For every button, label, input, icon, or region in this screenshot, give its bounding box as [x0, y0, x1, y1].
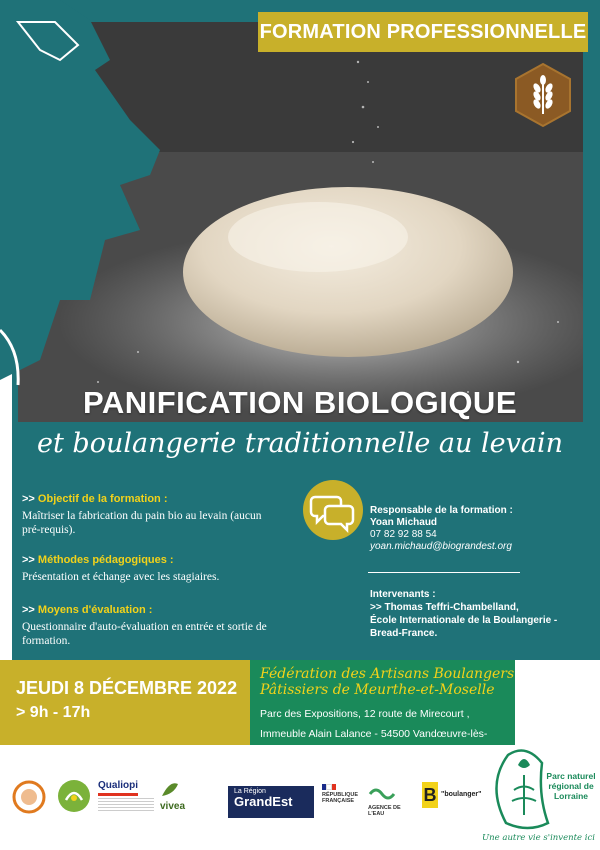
header-banner-text: FORMATION PROFESSIONNELLE: [259, 20, 587, 43]
contact-email[interactable]: yoan.michaud@biograndest.org: [370, 541, 512, 552]
contact-name: Yoan Michaud: [370, 517, 438, 528]
date-band: [0, 660, 250, 745]
venue-band: [250, 660, 515, 760]
moyens-body: Questionnaire d'auto-évaluation en entrée et sortie de formation.: [22, 621, 267, 647]
contact-divider: [368, 572, 520, 573]
event-date: JEUDI 8 DÉCEMBRE 2022: [16, 678, 238, 698]
bio-grand-est-logo-icon: [56, 778, 92, 814]
objectif-body: Maîtriser la fabrication du pain bio au levain (aucun pré-requis).: [22, 510, 262, 536]
region-top-text: La Région: [234, 788, 266, 795]
region-grand-est-logo: [228, 786, 314, 818]
vivea-leaf-icon: [160, 780, 180, 798]
intervenants-label: Intervenants :: [370, 589, 436, 600]
partner-logos: [0, 760, 480, 830]
contact-block: [370, 505, 590, 553]
agence-eau-text: AGENCE DE L'EAU: [368, 805, 401, 817]
wheat-icon: [512, 62, 574, 128]
republique-francaise-logo: [322, 784, 362, 804]
region-main-text: GrandEst: [234, 794, 293, 809]
intervenants-block: [370, 588, 570, 640]
qualiopi-text: Qualiopi: [98, 780, 138, 791]
section-objectif: [22, 492, 282, 537]
section-moyens: [22, 603, 282, 648]
parc-name: Parc naturel régional de Lorraine: [546, 771, 596, 801]
speech-bubble-icon: [303, 480, 363, 540]
section-methodes: [22, 553, 282, 584]
parc-tagline: Une autre vie s'invente ici: [482, 833, 595, 843]
boulanger-text: "boulanger": [441, 791, 482, 798]
objectif-heading: Objectif de la formation :: [37, 493, 168, 505]
header-banner: [258, 12, 588, 52]
event-time: > 9h - 17h: [16, 704, 91, 721]
water-wave-icon: [368, 784, 396, 800]
methodes-heading: Méthodes pédagogiques :: [37, 554, 174, 566]
decorative-leaf-shape: [0, 0, 170, 400]
venue-address-line2: Immeuble Alain Lalance - 54500 Vandœuvre-lès-Nancy: [260, 728, 488, 760]
vivea-text: vivea: [160, 801, 186, 812]
vivea-logo: [160, 780, 220, 812]
qualiopi-logo: [98, 780, 154, 812]
boulanger-logo: B "boulanger": [422, 782, 478, 808]
contact-phone[interactable]: 07 82 92 88 54: [370, 529, 437, 540]
parc-lorraine-logo: [478, 735, 600, 850]
intervenant-name: >> Thomas Teffri-Chambelland,: [370, 602, 519, 613]
certification-seal-icon: [12, 780, 46, 814]
methodes-body: Présentation et échange avec les stagiaires.: [22, 571, 220, 583]
arrows-marker: >>: [22, 554, 35, 566]
intervenant-school: École Internationale de la Boulangerie - Bread-France.: [370, 615, 558, 639]
venue-address-line1: Parc des Expositions, 12 route de Mirecourt ,: [260, 708, 470, 720]
main-title: PANIFICATION BIOLOGIQUE: [82, 385, 517, 420]
moyens-heading: Moyens d'évaluation :: [37, 604, 153, 616]
subtitle: et boulangerie traditionnelle au levain: [37, 428, 563, 459]
arrows-marker: >>: [22, 604, 35, 616]
agence-eau-logo: [368, 784, 418, 817]
arrows-marker: >>: [22, 493, 35, 505]
republique-text: RÉPUBLIQUE FRANÇAISE: [322, 792, 359, 804]
venue-organizer: Fédération des Artisans Boulangers Pâtissiers de Meurthe-et-Moselle: [260, 666, 515, 698]
contact-label: Responsable de la formation :: [370, 505, 513, 516]
